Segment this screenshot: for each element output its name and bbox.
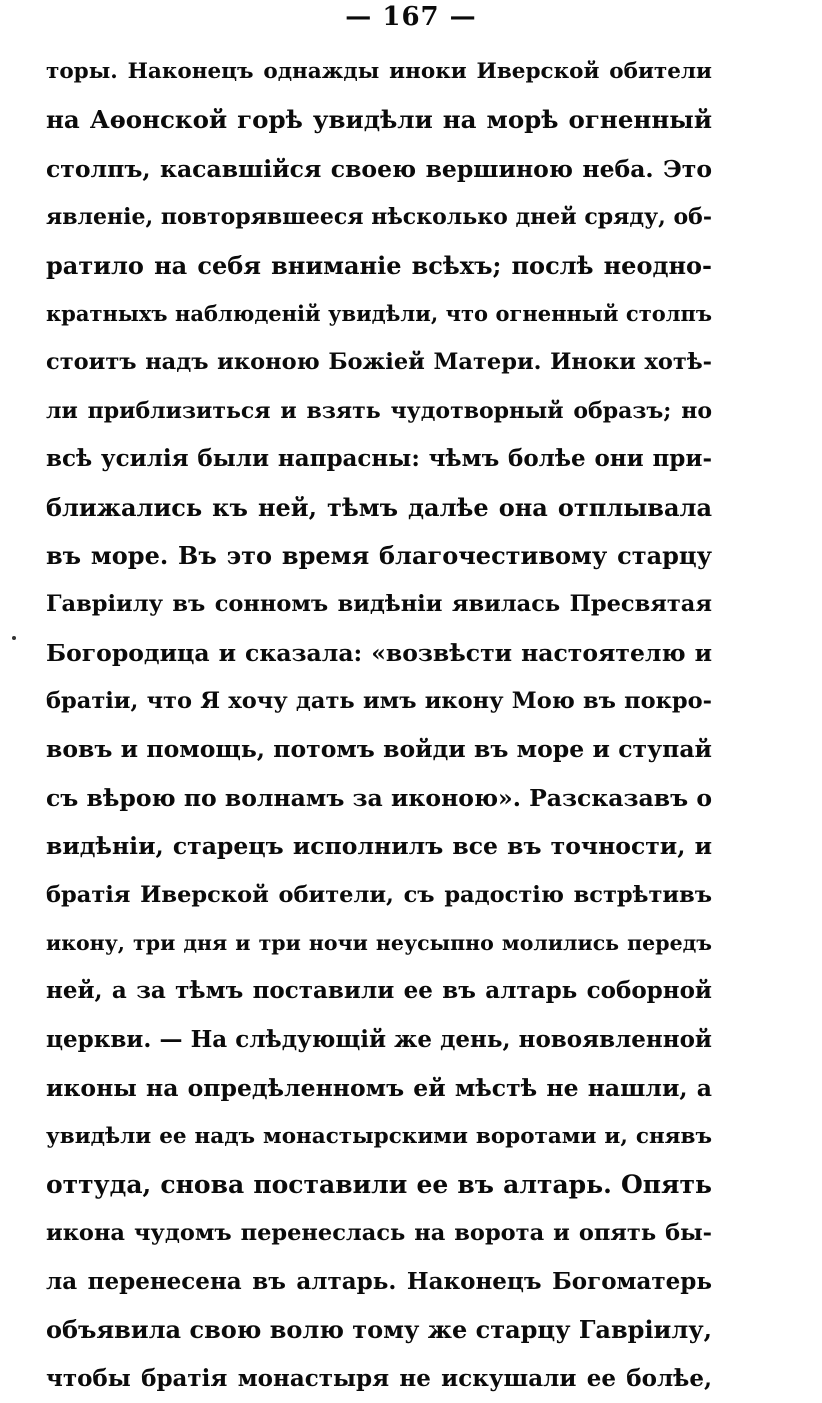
text-line: ближались къ ней, тѣмъ далѣе она отплывала: [46, 492, 712, 522]
text-line: съ вѣрою по волнамъ за иконою». Разсказавъ о: [46, 783, 712, 812]
margin-speck: [12, 636, 16, 640]
text-line: чтобы братія монастыря не искушали ее болѣе,: [46, 1364, 712, 1392]
text-line: ли приблизиться и взять чудотворный образъ; но: [46, 397, 712, 424]
text-line: ла перенесена въ алтарь. Наконецъ Богоматерь: [46, 1267, 712, 1295]
text-line: столпъ, касавшійся своею вершиною неба. Это: [46, 154, 712, 183]
text-line: на Аѳонской горѣ увидѣли на морѣ огненный: [46, 105, 712, 135]
text-line: икона чудомъ перенеслась на ворота и опять бы-: [46, 1220, 712, 1247]
text-line: вовъ и помощь, потомъ войди въ море и ступай: [46, 735, 712, 764]
text-line: ней, а за тѣмъ поставили ее въ алтарь соборной: [46, 977, 712, 1005]
text-line: увидѣли ее надъ монастырскими воротами и, снявъ: [46, 1123, 712, 1149]
body-text: [46, 48, 712, 1403]
text-line: всѣ усилія были напрасны: чѣмъ болѣе они при-: [46, 445, 712, 473]
text-line: церкви. — На слѣдующій же день, новоявленной: [46, 1025, 712, 1053]
text-line: кратныхъ наблюденій увидѣли, что огненный столпъ: [46, 300, 712, 326]
text-line: иконы на опредѣленномъ ей мѣстѣ не нашли, а: [46, 1074, 712, 1103]
page-number: — 167 —: [345, 2, 477, 32]
text-line: оттуда, снова поставили ее въ алтарь. Опять: [46, 1169, 712, 1199]
text-line: торы. Наконецъ однажды иноки Иверской обители: [46, 59, 712, 84]
text-line: икону, три дня и три ночи неусыпно молились передъ: [46, 931, 712, 956]
text-line: видѣніи, старецъ исполнилъ все въ точности, и: [46, 832, 712, 861]
text-line: Гавріилу въ сонномъ видѣніи явилась Пресвятая: [46, 591, 712, 618]
text-line: объявила свою волю тому же старцу Гавріилу,: [46, 1315, 712, 1345]
text-line: явленіе, повторявшееся нѣсколько дней сряду, об-: [46, 204, 712, 231]
text-line: въ море. Въ это время благочестивому старцу: [46, 540, 712, 570]
text-line: стоитъ надъ иконою Божіей Матери. Иноки хотѣ-: [46, 349, 712, 376]
text-line: братія Иверской обители, съ радостію встрѣтивъ: [46, 881, 712, 908]
text-line: ратило на себя вниманіе всѣхъ; послѣ неодно-: [46, 250, 712, 280]
text-line: Богородица и сказала: «возвѣсти настоятелю и: [46, 638, 712, 667]
text-line: братіи, что Я хочу дать имъ икону Мою въ покро-: [46, 688, 712, 715]
